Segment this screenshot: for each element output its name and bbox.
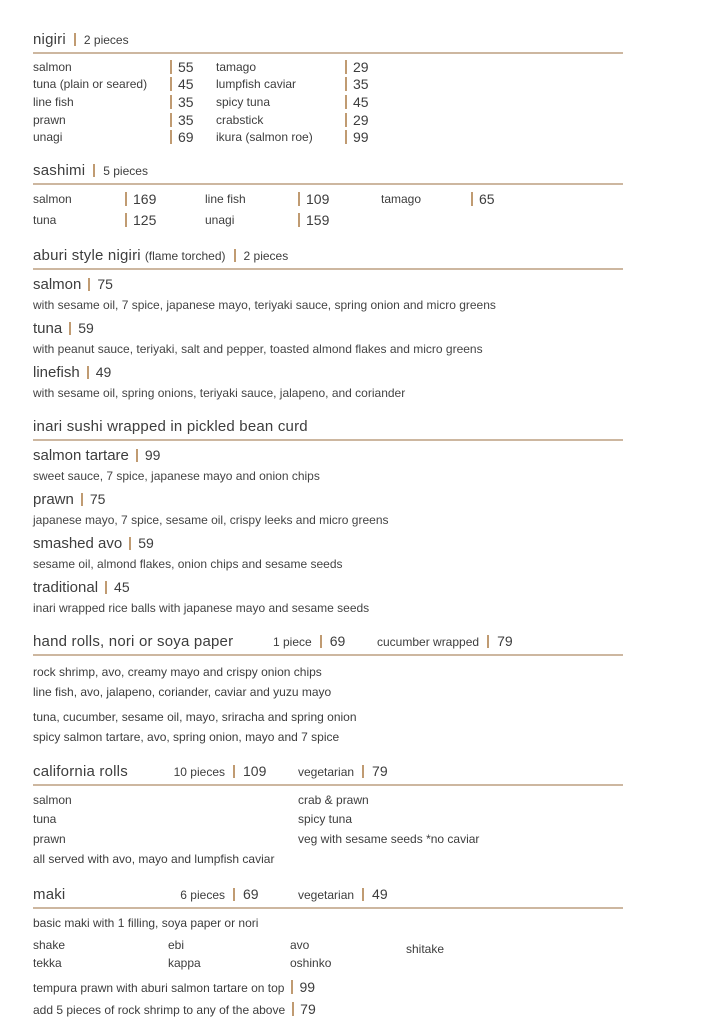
menu-item bbox=[33, 111, 216, 129]
item-price bbox=[291, 979, 315, 995]
price-value: 109 bbox=[306, 191, 330, 208]
item-price bbox=[345, 94, 369, 110]
item-price bbox=[298, 212, 381, 228]
california-items bbox=[33, 791, 623, 850]
section-footnote: all served with avo, mayo and lumpfish caviar bbox=[33, 852, 275, 867]
price-separator-icon bbox=[345, 130, 347, 144]
menu-item bbox=[216, 111, 369, 129]
filling-item: shitake bbox=[406, 941, 445, 956]
item-name: smashed avo bbox=[33, 534, 123, 552]
filling-item: oshinko bbox=[290, 956, 332, 971]
price-separator-icon bbox=[291, 980, 293, 994]
price-value: 69 bbox=[329, 632, 346, 649]
price-separator-icon bbox=[69, 322, 71, 335]
item-name: prawn bbox=[33, 112, 66, 127]
aburi-header bbox=[33, 246, 623, 270]
item-name-line bbox=[33, 274, 623, 295]
item-name: linefish bbox=[33, 363, 80, 381]
item-price bbox=[345, 129, 369, 145]
section-title: california rolls bbox=[33, 762, 128, 780]
menu-item bbox=[33, 76, 216, 94]
price-separator-icon bbox=[345, 113, 347, 127]
price-separator-icon bbox=[345, 60, 347, 74]
price-value: 29 bbox=[353, 58, 369, 75]
item-price bbox=[345, 76, 369, 92]
item-price bbox=[345, 59, 369, 75]
filling-item: shake bbox=[33, 937, 66, 952]
sashimi-column-3 bbox=[381, 189, 495, 231]
item-name: tamago bbox=[216, 59, 257, 74]
menu-item bbox=[33, 977, 623, 999]
price-option bbox=[377, 631, 513, 652]
item-name-line bbox=[33, 533, 623, 554]
price-separator-icon bbox=[345, 95, 347, 109]
price-option bbox=[298, 761, 388, 782]
section-inari bbox=[33, 417, 623, 617]
price-value: 35 bbox=[353, 76, 369, 93]
price-value: 69 bbox=[243, 885, 259, 902]
item-name: spicy tuna bbox=[216, 94, 271, 109]
hand-rolls-header bbox=[33, 632, 623, 656]
price-value: 79 bbox=[372, 762, 388, 779]
item-name-line bbox=[33, 489, 623, 510]
nigiri-items bbox=[33, 58, 623, 146]
nigiri-header bbox=[33, 30, 623, 54]
section-aburi bbox=[33, 246, 623, 402]
price-value: 79 bbox=[497, 632, 513, 649]
price-option-label: 10 pieces bbox=[173, 764, 225, 779]
item-name: ikura (salmon roe) bbox=[216, 130, 313, 145]
section-title: aburi style nigiri bbox=[33, 246, 141, 264]
item-name: salmon bbox=[33, 275, 82, 293]
item-price bbox=[170, 76, 216, 92]
menu-item bbox=[33, 362, 623, 402]
sashimi-header bbox=[33, 161, 623, 185]
sashimi-column-2 bbox=[205, 189, 381, 231]
menu-item: line fish, avo, jalapeno, coriander, caviar and yuzu mayo bbox=[33, 684, 332, 699]
price-value: 49 bbox=[95, 363, 112, 380]
price-separator-icon bbox=[129, 537, 131, 550]
california-rolls-header bbox=[33, 762, 623, 786]
section-descriptor: 2 pieces bbox=[83, 33, 129, 47]
price-value: 79 bbox=[300, 1000, 316, 1017]
item-name-line bbox=[33, 445, 623, 466]
item-name: traditional bbox=[33, 578, 99, 596]
filling-item: tekka bbox=[33, 956, 62, 971]
menu-item: prawn bbox=[33, 831, 66, 846]
price-separator-icon bbox=[170, 95, 172, 109]
price-separator-icon bbox=[81, 493, 83, 506]
sashimi-column-1 bbox=[33, 189, 205, 231]
menu-item bbox=[33, 189, 205, 210]
item-price bbox=[170, 112, 216, 128]
price-separator-icon bbox=[136, 449, 138, 462]
price-separator-icon bbox=[345, 77, 347, 91]
price-value: 169 bbox=[133, 191, 157, 208]
menu-item bbox=[33, 999, 623, 1021]
separator-bar-icon bbox=[74, 33, 76, 46]
separator-bar-icon bbox=[93, 164, 95, 177]
price-value: 29 bbox=[353, 111, 369, 128]
price-value: 59 bbox=[78, 319, 94, 336]
section-sashimi bbox=[33, 161, 623, 231]
maki-header bbox=[33, 885, 623, 909]
price-separator-icon bbox=[170, 77, 172, 91]
menu-item: salmon bbox=[33, 792, 72, 807]
item-name: add 5 pieces of rock shrimp to any of the above bbox=[33, 1002, 286, 1017]
menu-item bbox=[33, 318, 623, 358]
price-value: 45 bbox=[353, 93, 369, 110]
price-separator-icon bbox=[292, 1002, 294, 1016]
hand-rolls-items bbox=[33, 662, 623, 747]
menu-item bbox=[33, 274, 623, 314]
filling-item: ebi bbox=[168, 937, 185, 952]
item-name: salmon tartare bbox=[33, 446, 129, 464]
item-price bbox=[170, 94, 216, 110]
menu-item bbox=[33, 533, 623, 573]
menu-item: crab & prawn bbox=[298, 792, 369, 807]
price-value: 99 bbox=[299, 978, 316, 995]
item-price bbox=[292, 1001, 316, 1017]
price-separator-icon bbox=[233, 888, 235, 901]
price-value: 75 bbox=[97, 275, 113, 292]
price-option bbox=[298, 884, 388, 905]
menu-item bbox=[33, 93, 216, 111]
item-name-line bbox=[33, 577, 623, 598]
price-separator-icon bbox=[170, 60, 172, 74]
item-name: tuna bbox=[33, 319, 63, 337]
price-separator-icon bbox=[170, 113, 172, 127]
price-value: 65 bbox=[479, 191, 495, 208]
menu-item bbox=[216, 58, 369, 76]
menu-item bbox=[216, 128, 369, 146]
price-option-label: vegetarian bbox=[298, 887, 355, 902]
menu-item bbox=[205, 210, 381, 231]
item-price bbox=[298, 191, 381, 207]
item-name: line fish bbox=[33, 94, 74, 109]
price-option bbox=[145, 761, 266, 782]
item-name: prawn bbox=[33, 490, 74, 508]
california-column-2 bbox=[298, 791, 479, 850]
menu-item bbox=[216, 93, 369, 111]
nigiri-column-2 bbox=[216, 58, 369, 146]
item-name-line bbox=[33, 318, 623, 339]
menu-item bbox=[33, 445, 623, 485]
price-value: 99 bbox=[144, 446, 161, 463]
sashimi-items bbox=[33, 189, 623, 231]
item-price bbox=[170, 129, 216, 145]
item-description: sweet sauce, 7 spice, japanese mayo and onion chips bbox=[33, 468, 320, 483]
price-value: 35 bbox=[178, 111, 194, 128]
price-option-label: cucumber wrapped bbox=[377, 634, 480, 649]
price-value: 125 bbox=[133, 212, 157, 229]
item-name: tuna bbox=[33, 213, 57, 228]
menu-item: tuna, cucumber, sesame oil, mayo, sriracha and spring onion bbox=[33, 709, 357, 724]
menu-item bbox=[381, 189, 495, 210]
item-name: lumpfish caviar bbox=[216, 77, 297, 92]
inari-header bbox=[33, 417, 623, 441]
item-description: inari wrapped rice balls with japanese mayo and sesame seeds bbox=[33, 600, 370, 615]
price-separator-icon bbox=[298, 192, 300, 206]
filling-item: avo bbox=[290, 937, 310, 952]
section-title: nigiri bbox=[33, 31, 66, 48]
menu-item: rock shrimp, avo, creamy mayo and crispy onion chips bbox=[33, 664, 322, 679]
section-descriptor: 5 pieces bbox=[103, 163, 148, 178]
price-option-label: 1 piece bbox=[273, 634, 312, 649]
price-value: 49 bbox=[372, 885, 388, 902]
price-separator-icon bbox=[362, 888, 364, 901]
price-separator-icon bbox=[233, 765, 235, 778]
price-value: 159 bbox=[306, 212, 330, 229]
price-separator-icon bbox=[125, 192, 127, 206]
section-note: basic maki with 1 filling, soya paper or nori bbox=[33, 915, 259, 930]
price-value: 99 bbox=[353, 129, 369, 146]
menu-item bbox=[33, 210, 205, 231]
item-price bbox=[125, 212, 205, 228]
item-name: line fish bbox=[205, 192, 246, 207]
section-nigiri bbox=[33, 30, 623, 146]
price-value: 55 bbox=[178, 58, 194, 75]
item-name: tuna (plain or seared) bbox=[33, 77, 148, 92]
menu-item: spicy salmon tartare, avo, spring onion, mayo and 7 spice bbox=[33, 729, 340, 744]
menu-item: veg with sesame seeds *no caviar bbox=[298, 831, 480, 846]
menu-item: tuna bbox=[33, 812, 57, 827]
menu-item bbox=[33, 58, 216, 76]
price-option bbox=[145, 884, 259, 905]
price-option-label: vegetarian bbox=[298, 764, 355, 779]
item-name-line bbox=[33, 362, 623, 383]
item-name: crabstick bbox=[216, 112, 264, 127]
menu-item bbox=[216, 76, 369, 94]
price-value: 45 bbox=[178, 76, 194, 93]
price-value: 45 bbox=[114, 578, 130, 595]
price-separator-icon bbox=[170, 130, 172, 144]
price-separator-icon bbox=[487, 635, 489, 648]
menu-item bbox=[33, 128, 216, 146]
price-separator-icon bbox=[362, 765, 364, 778]
item-price bbox=[471, 191, 495, 207]
item-price bbox=[170, 59, 216, 75]
item-name: salmon bbox=[33, 59, 72, 74]
price-separator-icon bbox=[471, 192, 473, 206]
nigiri-column-1 bbox=[33, 58, 216, 146]
maki-extras bbox=[33, 977, 623, 1021]
section-title: inari sushi wrapped in pickled bean curd bbox=[33, 417, 308, 435]
item-description: with peanut sauce, teriyaki, salt and pepper, toasted almond flakes and micro greens bbox=[33, 341, 483, 356]
separator-bar-icon bbox=[234, 249, 236, 262]
section-title: hand rolls, nori or soya paper bbox=[33, 632, 234, 650]
menu-item bbox=[205, 189, 381, 210]
price-option bbox=[273, 631, 345, 652]
menu-item bbox=[33, 489, 623, 529]
price-separator-icon bbox=[320, 635, 322, 648]
item-name: salmon bbox=[33, 192, 72, 207]
section-hand-rolls bbox=[33, 632, 623, 747]
menu-item bbox=[33, 577, 623, 617]
item-description: with sesame oil, 7 spice, japanese mayo, teriyaki sauce, spring onion and micro greens bbox=[33, 297, 496, 312]
price-separator-icon bbox=[87, 366, 89, 379]
price-value: 75 bbox=[89, 490, 106, 507]
price-value: 109 bbox=[243, 762, 267, 779]
price-value: 59 bbox=[138, 534, 154, 551]
item-description: with sesame oil, spring onions, teriyaki sauce, jalapeno, and coriander bbox=[33, 385, 406, 400]
section-title: sashimi bbox=[33, 161, 86, 179]
item-description: sesame oil, almond flakes, onion chips and sesame seeds bbox=[33, 556, 343, 571]
filling-item: kappa bbox=[168, 956, 201, 971]
item-name: tempura prawn with aburi salmon tartare on top bbox=[33, 980, 285, 995]
price-value: 69 bbox=[178, 129, 194, 146]
price-value: 35 bbox=[178, 93, 194, 110]
price-option-label: 6 pieces bbox=[180, 887, 225, 902]
item-name: unagi bbox=[33, 130, 63, 145]
price-separator-icon bbox=[125, 213, 127, 227]
section-title: maki bbox=[33, 885, 66, 903]
item-name: tamago bbox=[381, 192, 422, 207]
item-price bbox=[125, 191, 205, 207]
maki-fillings bbox=[33, 936, 623, 973]
california-column-1 bbox=[33, 791, 298, 850]
item-price bbox=[345, 112, 369, 128]
item-description: japanese mayo, 7 spice, sesame oil, crispy leeks and micro greens bbox=[33, 512, 389, 527]
section-note: (flame torched) bbox=[144, 248, 226, 263]
section-descriptor: 2 pieces bbox=[243, 248, 289, 263]
section-california-rolls bbox=[33, 762, 623, 870]
price-separator-icon bbox=[298, 213, 300, 227]
section-maki bbox=[33, 885, 623, 1021]
menu-item: spicy tuna bbox=[298, 812, 353, 827]
price-separator-icon bbox=[88, 278, 90, 291]
price-separator-icon bbox=[105, 581, 107, 594]
item-name: unagi bbox=[205, 213, 235, 228]
